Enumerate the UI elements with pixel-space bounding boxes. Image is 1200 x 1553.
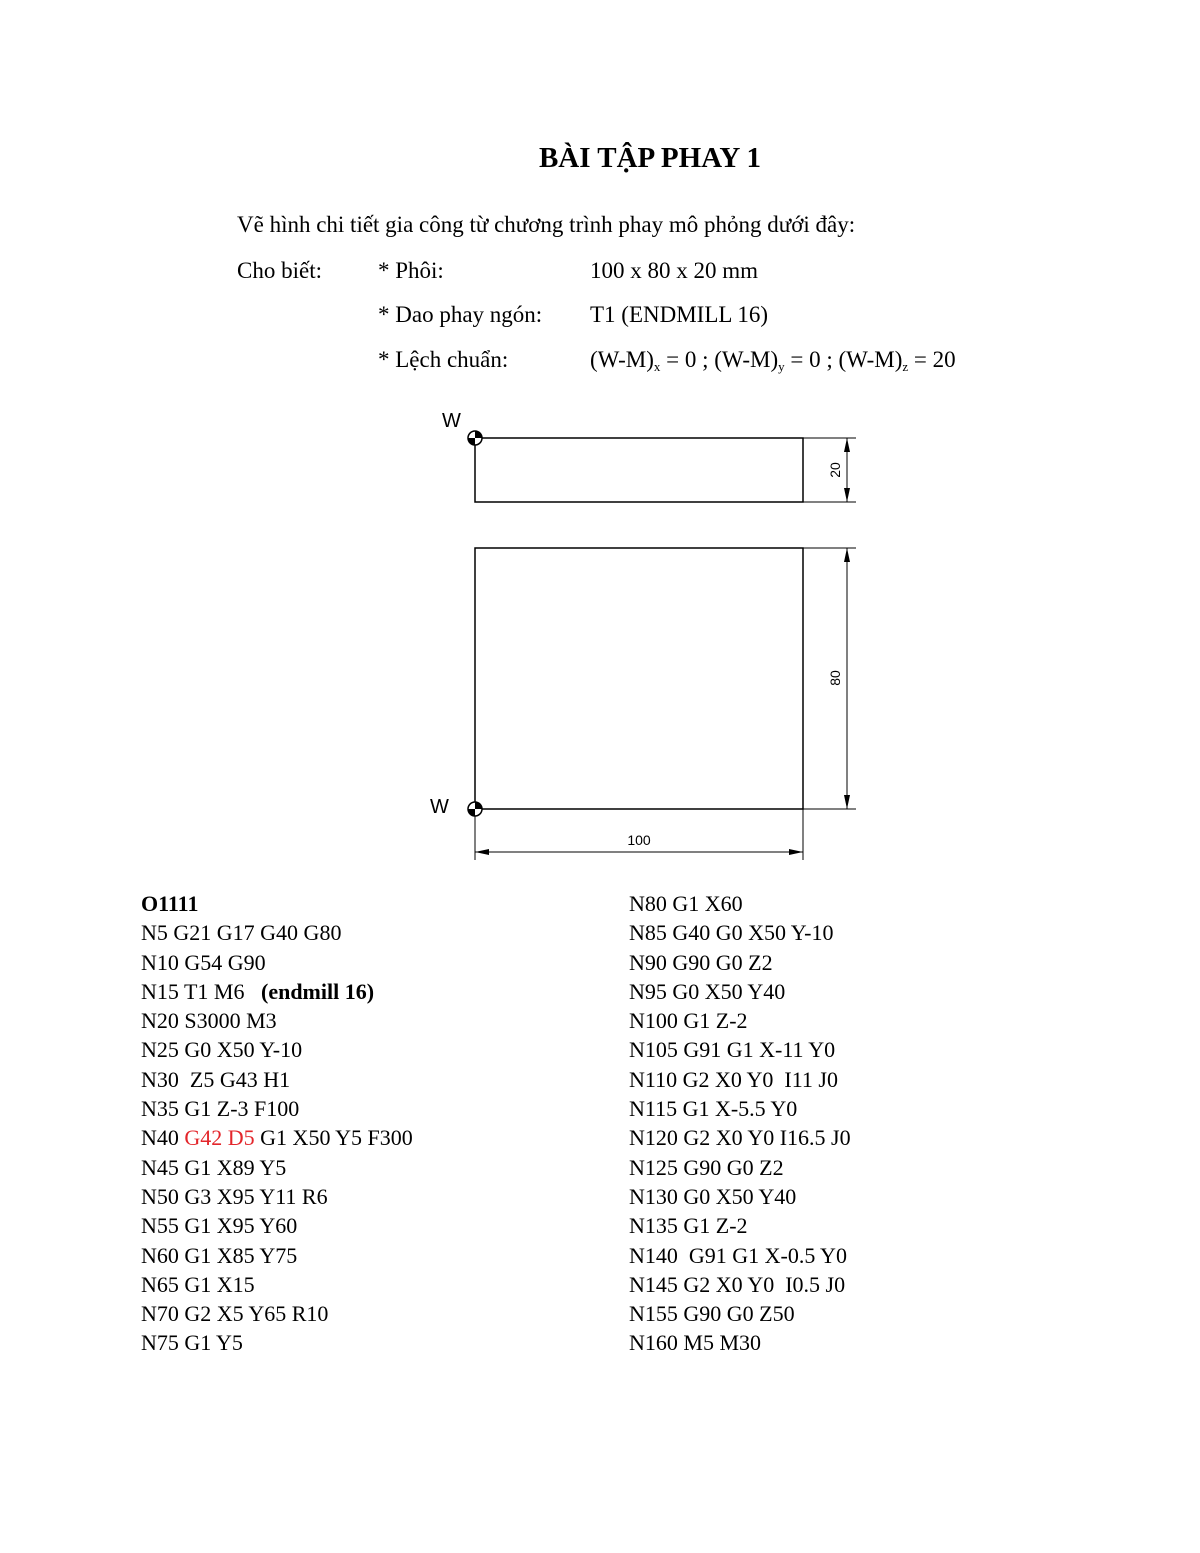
code-line: N85 G40 G0 X50 Y-10	[629, 920, 834, 946]
dim-thickness-text: 20	[827, 462, 843, 478]
dim-height-arrow-bottom	[844, 795, 850, 809]
dim-thickness-arrow-bottom	[844, 488, 850, 502]
code-line: N50 G3 X95 Y11 R6	[141, 1183, 328, 1209]
origin-marker-top	[468, 431, 482, 445]
code-line: N65 G1 X15	[141, 1271, 255, 1297]
blank-key: * Phôi:	[378, 258, 444, 283]
code-line: N60 G1 X85 Y75	[141, 1242, 298, 1268]
code-line: N10 G54 G90	[141, 949, 266, 975]
code-line: N20 S3000 M3	[141, 1008, 277, 1034]
code-line: N95 G0 X50 Y40	[629, 978, 786, 1004]
code-line: N145 G2 X0 Y0 I0.5 J0	[629, 1271, 846, 1297]
intro-text: Vẽ hình chi tiết gia công từ chương trình phay mô phỏng dưới đây:	[237, 212, 856, 237]
code-line: N75 G1 Y5	[141, 1330, 243, 1356]
code-line: N90 G90 G0 Z2	[629, 949, 773, 975]
origin-marker-bottom	[468, 802, 482, 816]
code-line: N5 G21 G17 G40 G80	[141, 920, 342, 946]
tool-key: * Dao phay ngón:	[378, 302, 543, 327]
given-label: Cho biết:	[237, 258, 322, 283]
code-line: N135 G1 Z-2	[629, 1213, 748, 1239]
cutter-compensation-highlight: G42 D5	[184, 1125, 255, 1151]
code-line: N125 G90 G0 Z2	[629, 1154, 784, 1180]
code-line: N30 Z5 G43 H1	[141, 1066, 291, 1092]
code-line: N115 G1 X-5.5 Y0	[629, 1096, 798, 1122]
program-name: O1111	[141, 891, 199, 916]
top-view-rect	[475, 548, 803, 809]
dim-width-arrow-left	[475, 849, 489, 855]
code-line: N15 T1 M6 (endmill 16)	[141, 978, 375, 1004]
origin-label-top: W	[442, 410, 461, 432]
dim-height-text: 80	[827, 670, 843, 686]
code-line: N35 G1 Z-3 F100	[141, 1096, 300, 1122]
code-line: N120 G2 X0 Y0 I16.5 J0	[629, 1125, 851, 1151]
dim-width-arrow-right	[789, 849, 803, 855]
code-line: N105 G91 G1 X-11 Y0	[629, 1037, 836, 1063]
code-line: N110 G2 X0 Y0 I11 J0	[629, 1066, 838, 1092]
code-line: N70 G2 X5 Y65 R10	[141, 1301, 329, 1327]
code-line: N100 G1 Z-2	[629, 1008, 748, 1034]
side-view-rect	[475, 438, 803, 502]
code-line: N80 G1 X60	[629, 891, 743, 916]
dim-height-arrow-top	[844, 548, 850, 562]
code-line: N45 G1 X89 Y5	[141, 1154, 287, 1180]
offset-key: * Lệch chuẩn:	[378, 347, 509, 372]
origin-label-bottom: W	[430, 796, 449, 818]
code-line: N140 G91 G1 X-0.5 Y0	[629, 1242, 847, 1268]
offset-value: $(W-M)_x = 0$ ; $(W-M)_y = 0$ ; $(W-M)_z = 20$	[590, 347, 956, 374]
dim-thickness-arrow-top	[844, 438, 850, 452]
blank-size-value: 100 x 80 x 20 mm	[590, 258, 759, 283]
program-left-column	[141, 889, 413, 1358]
tool-value: T1 (ENDMILL 16)	[590, 302, 768, 327]
code-line: N55 G1 X95 Y60	[141, 1213, 298, 1239]
page-title: BÀI TẬP PHAY 1	[538, 142, 762, 174]
code-line: N130 G0 X50 Y40	[629, 1183, 797, 1209]
code-line: N40 G42 D5 G1 X50 Y5 F300	[141, 1125, 413, 1151]
code-line: N160 M5 M30	[629, 1330, 762, 1356]
dim-width-text: 100	[627, 832, 651, 848]
program-right-column	[629, 889, 851, 1358]
code-line: N155 G90 G0 Z50	[629, 1301, 795, 1327]
code-line: N25 G0 X50 Y-10	[141, 1037, 303, 1063]
